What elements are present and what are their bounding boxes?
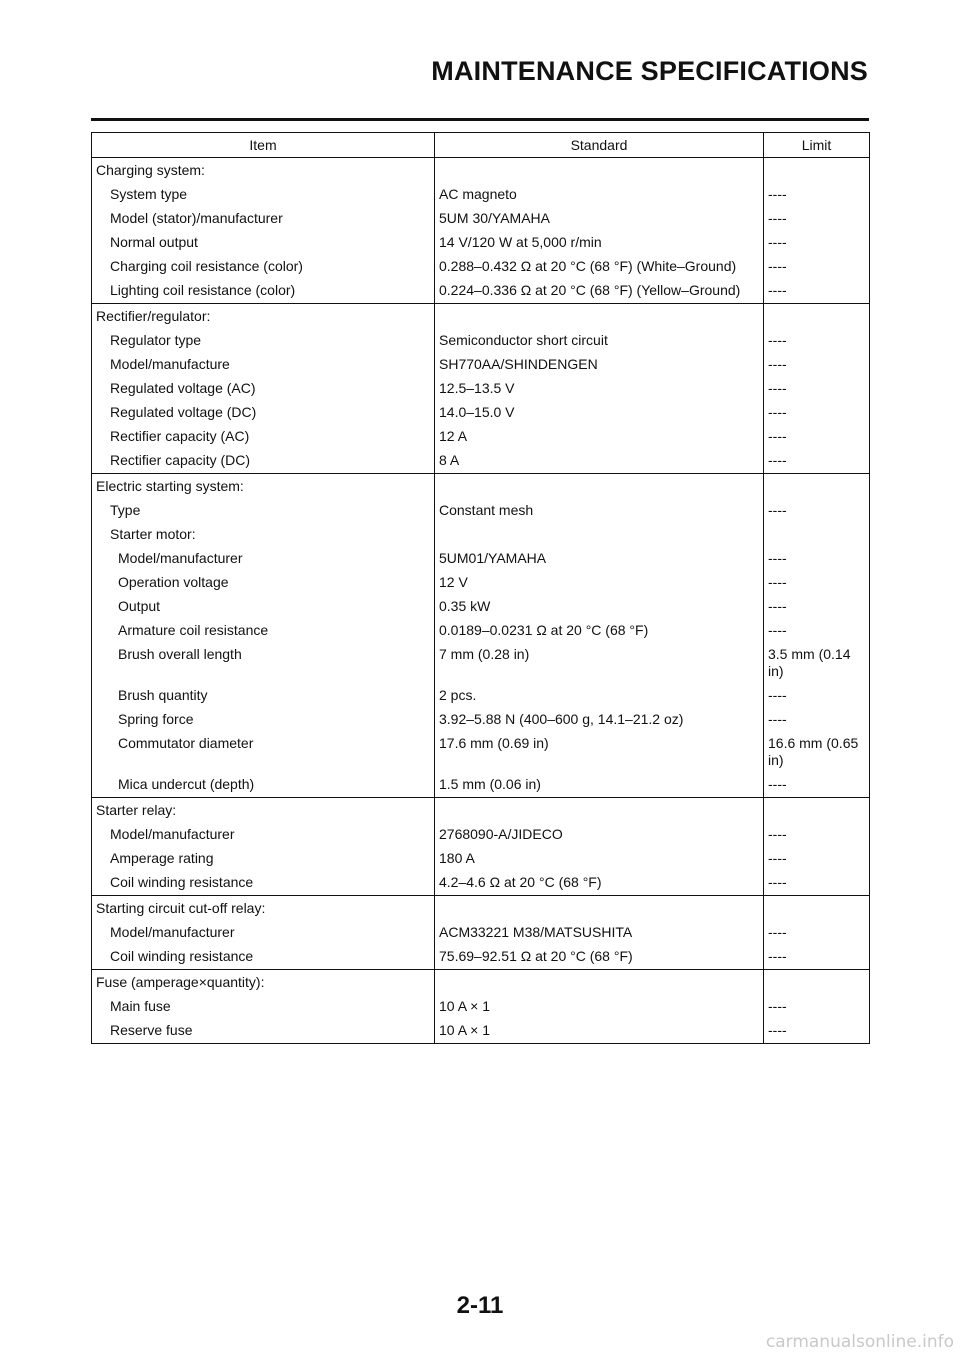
limit-cell: ---- [764,449,870,474]
page-number: 2-11 [456,1292,504,1319]
item-cell: Armature coil resistance [92,619,435,643]
column-header-standard: Standard [435,133,764,158]
limit-cell: ---- [764,595,870,619]
item-cell: Model/manufacture [92,353,435,377]
table-row [92,1019,870,1044]
standard-cell: Semiconductor short circuit [435,329,764,353]
standard-cell: 10 A × 1 [435,1019,764,1044]
limit-cell: ---- [764,353,870,377]
empty-cell [764,798,870,824]
table-row [92,523,870,547]
standard-cell [435,523,764,547]
column-header-limit: Limit [764,133,870,158]
standard-cell: 5UM01/YAMAHA [435,547,764,571]
item-cell: Reserve fuse [92,1019,435,1044]
spec-section [92,158,870,304]
limit-cell: ---- [764,871,870,896]
table-row [92,871,870,896]
table-row [92,207,870,231]
header-row [92,133,870,158]
limit-cell [764,523,870,547]
item-cell: Rectifier capacity (AC) [92,425,435,449]
standard-cell: 12.5–13.5 V [435,377,764,401]
empty-cell [435,474,764,500]
limit-cell: ---- [764,231,870,255]
item-cell: Amperage rating [92,847,435,871]
limit-cell: ---- [764,425,870,449]
item-cell: System type [92,183,435,207]
standard-cell: 1.5 mm (0.06 in) [435,773,764,798]
section-heading: Charging system: [92,158,435,184]
item-cell: Main fuse [92,995,435,1019]
table-row [92,279,870,304]
watermark: carmanualsonline.info [765,1332,954,1352]
standard-cell: 14 V/120 W at 5,000 r/min [435,231,764,255]
item-cell: Model/manufacturer [92,823,435,847]
limit-cell: ---- [764,207,870,231]
standard-cell: 180 A [435,847,764,871]
table-row [92,183,870,207]
limit-cell: ---- [764,823,870,847]
limit-cell: ---- [764,377,870,401]
section-heading-row [92,158,870,184]
standard-cell: 0.0189–0.0231 Ω at 20 °C (68 °F) [435,619,764,643]
spec-section [92,970,870,1044]
page-title: MAINTENANCE SPECIFICATIONS [431,56,868,86]
empty-cell [435,304,764,330]
standard-cell: 12 A [435,425,764,449]
limit-cell: ---- [764,945,870,970]
table-row [92,921,870,945]
limit-cell: ---- [764,708,870,732]
standard-cell: 14.0–15.0 V [435,401,764,425]
table-row [92,231,870,255]
limit-cell: ---- [764,329,870,353]
standard-cell: ACM33221 M38/MATSUSHITA [435,921,764,945]
table-row [92,377,870,401]
table-row [92,732,870,773]
item-cell: Brush quantity [92,684,435,708]
section-heading: Starter relay: [92,798,435,824]
item-cell: Regulator type [92,329,435,353]
standard-cell: SH770AA/SHINDENGEN [435,353,764,377]
table-row [92,353,870,377]
standard-cell: 0.35 kW [435,595,764,619]
limit-cell: ---- [764,773,870,798]
item-cell: Coil winding resistance [92,871,435,896]
section-heading: Starting circuit cut-off relay: [92,896,435,922]
item-cell: Model (stator)/manufacturer [92,207,435,231]
standard-cell: 17.6 mm (0.69 in) [435,732,764,773]
limit-cell: ---- [764,255,870,279]
item-cell: Starter motor: [92,523,435,547]
empty-cell [764,970,870,996]
standard-cell: 0.288–0.432 Ω at 20 °C (68 °F) (White–Ground) [435,255,764,279]
table-row [92,499,870,523]
empty-cell [764,896,870,922]
standard-cell: 2 pcs. [435,684,764,708]
limit-cell: 3.5 mm (0.14 in) [764,643,870,684]
item-cell: Spring force [92,708,435,732]
table-row [92,547,870,571]
spec-section [92,304,870,474]
limit-cell: ---- [764,279,870,304]
table-row [92,425,870,449]
title-rule [91,118,869,121]
table-row [92,595,870,619]
table-row [92,401,870,425]
item-cell: Output [92,595,435,619]
standard-cell: 0.224–0.336 Ω at 20 °C (68 °F) (Yellow–Ground) [435,279,764,304]
spec-section [92,896,870,970]
item-cell: Type [92,499,435,523]
item-cell: Charging coil resistance (color) [92,255,435,279]
table-row [92,619,870,643]
spec-section [92,474,870,798]
table-row [92,708,870,732]
limit-cell: ---- [764,995,870,1019]
limit-cell: ---- [764,847,870,871]
standard-cell: 8 A [435,449,764,474]
table-row [92,449,870,474]
limit-cell: ---- [764,1019,870,1044]
specifications-table [91,132,870,1044]
section-heading-row [92,970,870,996]
table-row [92,773,870,798]
limit-cell: ---- [764,619,870,643]
table-row [92,571,870,595]
section-heading-row [92,896,870,922]
table-row [92,823,870,847]
standard-cell: AC magneto [435,183,764,207]
standard-cell: 7 mm (0.28 in) [435,643,764,684]
standard-cell: Constant mesh [435,499,764,523]
standard-cell: 3.92–5.88 N (400–600 g, 14.1–21.2 oz) [435,708,764,732]
item-cell: Lighting coil resistance (color) [92,279,435,304]
item-cell: Brush overall length [92,643,435,684]
empty-cell [764,474,870,500]
item-cell: Mica undercut (depth) [92,773,435,798]
standard-cell: 75.69–92.51 Ω at 20 °C (68 °F) [435,945,764,970]
table-row [92,945,870,970]
limit-cell: ---- [764,401,870,425]
table-row [92,643,870,684]
standard-cell: 12 V [435,571,764,595]
limit-cell: ---- [764,684,870,708]
limit-cell: 16.6 mm (0.65 in) [764,732,870,773]
empty-cell [435,970,764,996]
standard-cell: 10 A × 1 [435,995,764,1019]
item-cell: Model/manufacturer [92,547,435,571]
section-heading: Electric starting system: [92,474,435,500]
column-header-item: Item [92,133,435,158]
empty-cell [435,896,764,922]
item-cell: Model/manufacturer [92,921,435,945]
empty-cell [435,798,764,824]
item-cell: Regulated voltage (DC) [92,401,435,425]
section-heading: Fuse (amperage×quantity): [92,970,435,996]
table-row [92,995,870,1019]
section-heading-row [92,474,870,500]
standard-cell: 5UM 30/YAMAHA [435,207,764,231]
standard-cell: 2768090-A/JIDECO [435,823,764,847]
section-heading: Rectifier/regulator: [92,304,435,330]
table-row [92,329,870,353]
table-row [92,255,870,279]
limit-cell: ---- [764,921,870,945]
empty-cell [764,304,870,330]
item-cell: Operation voltage [92,571,435,595]
limit-cell: ---- [764,183,870,207]
table-header [92,133,870,158]
limit-cell: ---- [764,547,870,571]
standard-cell: 4.2–4.6 Ω at 20 °C (68 °F) [435,871,764,896]
item-cell: Normal output [92,231,435,255]
item-cell: Coil winding resistance [92,945,435,970]
item-cell: Regulated voltage (AC) [92,377,435,401]
section-heading-row [92,798,870,824]
limit-cell: ---- [764,499,870,523]
table-row [92,847,870,871]
empty-cell [764,158,870,184]
spec-section [92,798,870,896]
item-cell: Commutator diameter [92,732,435,773]
item-cell: Rectifier capacity (DC) [92,449,435,474]
section-heading-row [92,304,870,330]
limit-cell: ---- [764,571,870,595]
table-row [92,684,870,708]
empty-cell [435,158,764,184]
